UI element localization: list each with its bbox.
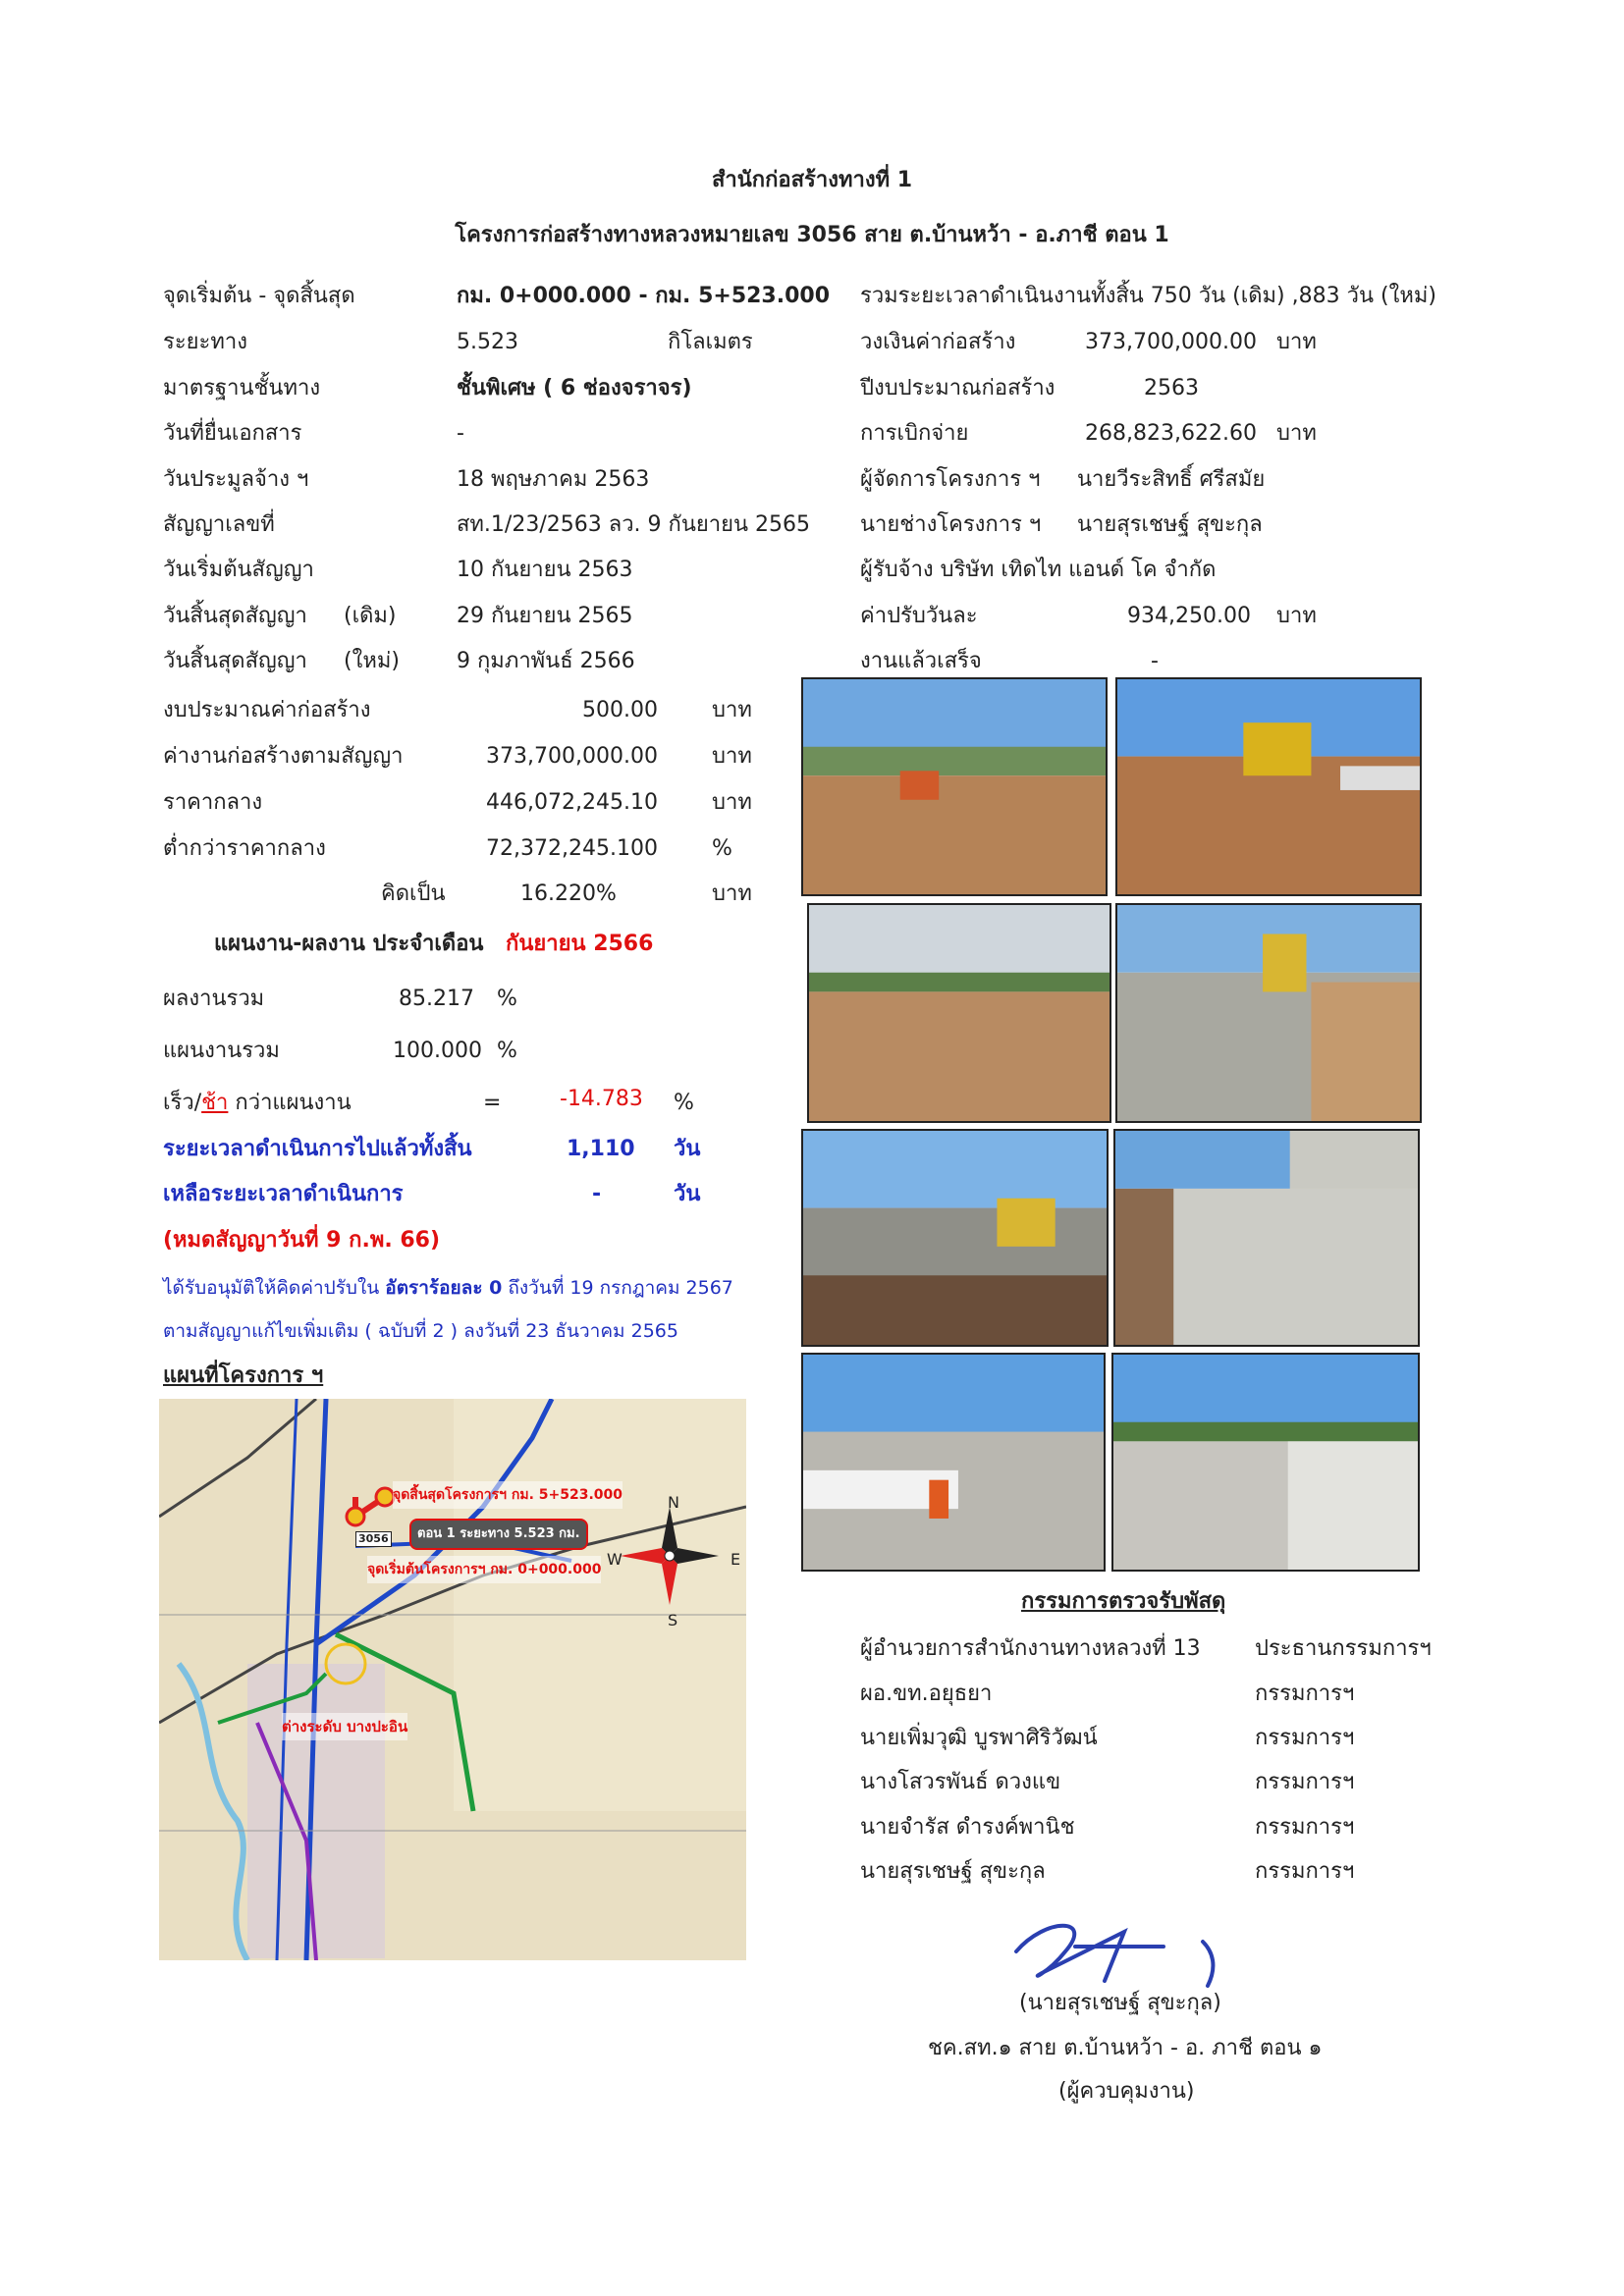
info-value-contract-no: สท.1/23/2563 ลว. 9 กันยายน 2565: [457, 512, 811, 537]
info-value-contract-start: 10 กันยายน 2563: [457, 558, 633, 582]
approval-date: ถึงวันที่ 19 กรกฎาคม 2567: [502, 1277, 733, 1299]
info-value-start-end: กม. 0+000.000 - กม. 5+523.000: [457, 284, 831, 308]
budget-value-0: 500.00: [582, 698, 658, 722]
map-end-label: จุดสิ้นสุดโครงการฯ กม. 5+523.000: [393, 1481, 623, 1509]
info-label-contract-start: วันเริ่มต้นสัญญา: [163, 558, 314, 582]
diff-eq: =: [483, 1091, 502, 1115]
budget-unit-0: บาท: [712, 698, 752, 722]
right-unit-disbursement: บาท: [1276, 421, 1317, 446]
info-unit-distance: กิโลเมตร: [668, 330, 753, 354]
compass-w: W: [607, 1550, 623, 1569]
right-value-fiscal-year: 2563: [1144, 376, 1199, 400]
committee-role-4: กรรมการฯ: [1255, 1815, 1355, 1840]
info-label-distance: ระยะทาง: [163, 330, 247, 354]
committee-name-5: นายสุรเชษฐ์ สุขะกุล: [860, 1859, 1046, 1884]
amend-note: ตามสัญญาแก้ไขเพิ่มเติม ( ฉบับที่ 2 ) ลงวันที่ 23 ธันวาคม 2565: [163, 1320, 678, 1342]
info-sub-contract-end-new: (ใหม่): [344, 649, 400, 673]
committee-role-1: กรรมการฯ: [1255, 1682, 1355, 1706]
info-label-submit-date: วันที่ยื่นเอกสาร: [163, 421, 302, 446]
photo-5-mixer-trucks: [801, 1129, 1109, 1347]
map-title: แผนที่โครงการ ฯ: [163, 1363, 324, 1388]
diff-value: -14.783: [560, 1087, 643, 1111]
committee-name-0: ผู้อำนวยการสำนักงานทางหลวงที่ 13: [860, 1636, 1201, 1661]
actual-unit: %: [497, 987, 517, 1011]
photo-8-finished-curve: [1111, 1353, 1420, 1572]
info-value-submit-date: -: [457, 421, 464, 446]
fine-unit: บาท: [1276, 604, 1317, 628]
approval-note: [163, 1274, 733, 1302]
contractor: ผู้รับจ้าง บริษัท เทิดไท แอนด์ โค จำกัด: [860, 558, 1217, 582]
right-value-budget: 373,700,000.00: [1085, 330, 1257, 354]
right-label-budget: วงเงินค่าก่อสร้าง: [860, 330, 1016, 354]
diff-label-slow: ช้า: [201, 1091, 229, 1115]
committee-role-2: กรรมการฯ: [1255, 1726, 1355, 1750]
approval-text: ได้รับอนุมัติให้คิดค่าปรับใน: [163, 1277, 386, 1299]
total-time: รวมระยะเวลาดำเนินงานทั้งสิ้น 750 วัน (เดิม) ,883 วัน (ใหม่): [860, 284, 1436, 308]
actual-value: 85.217: [399, 987, 474, 1011]
actual-label: ผลงานรวม: [163, 987, 265, 1011]
percent-unit: บาท: [712, 881, 752, 906]
map-segment-label: ตอน 1 ระยะทาง 5.523 กม.: [409, 1519, 588, 1550]
right-unit-budget: บาท: [1276, 330, 1317, 354]
elapsed-value: 1,110: [567, 1137, 635, 1161]
signature-scribble: [1006, 1912, 1252, 1993]
compass-n: N: [668, 1493, 679, 1512]
compass-e: E: [731, 1550, 741, 1569]
right-label-engineer: นายช่างโครงการ ฯ: [860, 512, 1042, 537]
diff-label: [163, 1090, 352, 1117]
plan-total-label: แผนงานรวม: [163, 1039, 280, 1063]
plan-total-value: 100.000: [393, 1039, 482, 1063]
compass-s: S: [668, 1611, 678, 1629]
done-value: -: [1151, 649, 1159, 673]
signature-position: ชค.สท.๑ สาย ต.บ้านหว้า - อ. ภาชี ตอน ๑: [928, 2036, 1323, 2060]
info-value-contract-end-new: 9 กุมภาพันธ์ 2566: [457, 649, 635, 673]
signature-role: (ผู้ควบคุมงาน): [1058, 2079, 1195, 2104]
right-label-manager: ผู้จัดการโครงการ ฯ: [860, 467, 1041, 492]
info-value-contract-end-old: 29 กันยายน 2565: [457, 604, 633, 628]
budget-label-3: ต่ำกว่าราคากลาง: [163, 836, 326, 861]
budget-label-0: งบประมาณค่าก่อสร้าง: [163, 698, 371, 722]
budget-value-1: 373,700,000.00: [486, 744, 658, 769]
plan-month: กันยายน 2566: [506, 932, 654, 956]
photo-3-road-base: [807, 903, 1111, 1123]
map-start-label: จุดเริ่มต้นโครงการฯ กม. 0+000.000: [367, 1556, 601, 1583]
info-label-contract-end-new: วันสิ้นสุดสัญญา: [163, 649, 307, 673]
signature-name: (นายสุรเชษฐ์ สุขะกุล): [1019, 1991, 1221, 2015]
info-value-auction: 18 พฤษภาคม 2563: [457, 467, 650, 492]
committee-role-0: ประธานกรรมการฯ: [1255, 1636, 1432, 1661]
budget-unit-2: บาท: [712, 790, 752, 815]
remain-value: -: [592, 1182, 602, 1206]
percent-value: 16.220%: [520, 881, 617, 906]
diff-label-fast: เร็ว/: [163, 1091, 202, 1115]
fine-value: 934,250.00: [1127, 604, 1251, 628]
photo-4-concrete-pour: [1115, 903, 1422, 1123]
elapsed-unit: วัน: [674, 1137, 701, 1161]
right-value-manager: นายวีระสิทธิ์ ศรีสมัย: [1077, 467, 1266, 492]
info-label-contract-end-old: วันสิ้นสุดสัญญา: [163, 604, 307, 628]
project-map: [159, 1399, 746, 1960]
photo-1-dump-truck: [801, 677, 1108, 896]
expire-note: (หมดสัญญาวันที่ 9 ก.พ. 66): [163, 1228, 441, 1253]
committee-name-2: นายเพิ่มวุฒิ บูรพาศิริวัฒน์: [860, 1726, 1098, 1750]
plan-title: แผนงาน-ผลงาน ประจำเดือน: [214, 932, 484, 956]
budget-value-3: 72,372,245.100: [486, 836, 658, 861]
info-sub-contract-end-old: (เดิม): [344, 604, 397, 628]
office-title: สำนักก่อสร้างทางที่ 1: [711, 168, 913, 192]
elapsed-label: ระยะเวลาดำเนินการไปแล้วทั้งสิ้น: [163, 1137, 472, 1161]
diff-unit: %: [674, 1091, 694, 1115]
right-value-engineer: นายสุรเชษฐ์ สุขะกุล: [1077, 512, 1263, 537]
right-label-fiscal-year: ปีงบประมาณก่อสร้าง: [860, 376, 1056, 400]
map-interchange-label: ต่างระดับ บางปะอิน: [282, 1713, 407, 1740]
committee-name-1: ผอ.ขท.อยุธยา: [860, 1682, 993, 1706]
done-label: งานแล้วเสร็จ: [860, 649, 982, 673]
budget-value-2: 446,072,245.10: [486, 790, 658, 815]
budget-unit-3: %: [712, 836, 732, 861]
photo-6-concrete-slope: [1113, 1129, 1420, 1347]
percent-label: คิดเป็น: [381, 881, 446, 906]
map-route-badge: 3056: [355, 1531, 392, 1547]
committee-name-3: นางโสวรพันธ์ ดวงแข: [860, 1770, 1061, 1794]
budget-unit-1: บาท: [712, 744, 752, 769]
right-value-disbursement: 268,823,622.60: [1085, 421, 1257, 446]
diff-label-rest: กว่าแผนงาน: [228, 1091, 352, 1115]
info-value-distance: 5.523: [457, 330, 518, 354]
committee-role-3: กรรมการฯ: [1255, 1770, 1355, 1794]
remain-unit: วัน: [674, 1182, 701, 1206]
info-label-auction: วันประมูลจ้าง ฯ: [163, 467, 309, 492]
budget-label-2: ราคากลาง: [163, 790, 263, 815]
plan-total-unit: %: [497, 1039, 517, 1063]
photo-2-grader: [1115, 677, 1422, 896]
approval-rate: อัตราร้อยละ 0: [385, 1277, 503, 1299]
info-value-standard: ชั้นพิเศษ ( 6 ช่องจราจร): [457, 376, 692, 400]
fine-label: ค่าปรับวันละ: [860, 604, 978, 628]
info-label-start-end: จุดเริ่มต้น - จุดสิ้นสุด: [163, 284, 355, 308]
project-title: โครงการก่อสร้างทางหลวงหมายเลข 3056 สาย ต.บ้านหว้า - อ.ภาชี ตอน 1: [455, 223, 1169, 247]
info-label-contract-no: สัญญาเลขที่: [163, 512, 275, 537]
info-label-standard: มาตรฐานชั้นทาง: [163, 376, 321, 400]
committee-name-4: นายจำรัส ดำรงค์พานิช: [860, 1815, 1075, 1840]
photo-7-barrier: [801, 1353, 1106, 1572]
right-label-disbursement: การเบิกจ่าย: [860, 421, 969, 446]
committee-title: กรรมการตรวจรับพัสดุ: [1021, 1589, 1226, 1614]
committee-role-5: กรรมการฯ: [1255, 1859, 1355, 1884]
remain-label: เหลือระยะเวลาดำเนินการ: [163, 1182, 404, 1206]
budget-label-1: ค่างานก่อสร้างตามสัญญา: [163, 744, 404, 769]
